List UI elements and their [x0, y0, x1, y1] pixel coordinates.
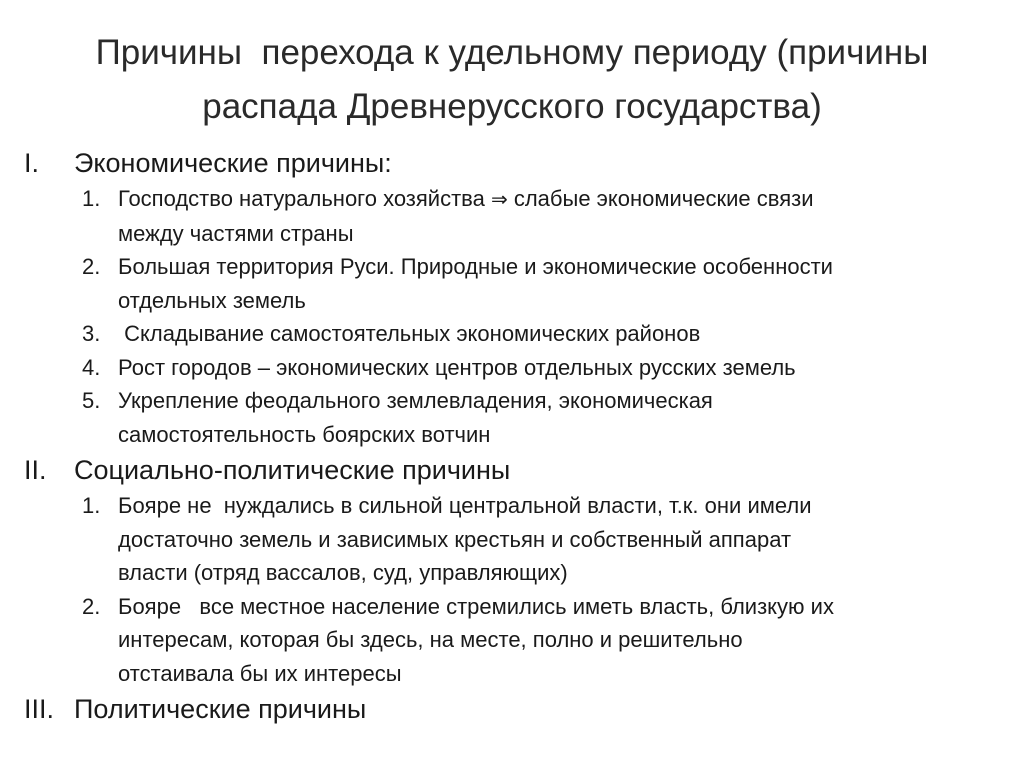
section-number: II.: [24, 455, 47, 485]
section-heading: [0, 144, 1024, 182]
content-body: [0, 144, 1024, 728]
item-number: 2.: [82, 593, 101, 619]
section-heading: [0, 690, 1024, 728]
list-item: [0, 590, 1024, 691]
item-text-line: между частями страны: [118, 220, 354, 246]
item-text-line: Господство натурального хозяйства: [118, 186, 491, 211]
item-text-line: Рост городов – экономических центров отдельных русских земель: [118, 354, 796, 380]
section-items: [0, 489, 1024, 690]
item-text-line: отстаивала бы их интересы: [118, 660, 402, 686]
implies-arrow-icon: ⇒: [490, 187, 508, 211]
item-number: 1.: [82, 186, 101, 211]
section-number: I.: [24, 148, 40, 178]
section-number: III.: [24, 694, 55, 724]
item-text-line: достаточно земель и зависимых крестьян и собственный аппарат: [118, 526, 792, 552]
section-economic: [0, 144, 1024, 451]
item-number: 3.: [82, 321, 101, 346]
item-number: 4.: [82, 354, 101, 380]
section-heading: [0, 451, 1024, 489]
section-title: Социально-политические причины: [74, 455, 511, 485]
title-line-1: Причины перехода к удельному периоду (причины: [95, 33, 929, 72]
list-item: [0, 182, 1024, 250]
item-number: 2.: [82, 254, 101, 279]
section-socio-political: [0, 451, 1024, 690]
section-title: Экономические причины:: [74, 148, 392, 178]
item-text: [118, 182, 978, 217]
list-item: [0, 250, 1024, 317]
section-title: Политические причины: [74, 694, 367, 724]
item-text-line: Укрепление феодального землевладения, экономическая: [118, 388, 713, 413]
list-item: [0, 384, 1024, 451]
list-item: [0, 317, 1024, 351]
item-text-line: слабые экономические связи: [507, 186, 814, 211]
item-text-line: Складывание самостоятельных экономических районов: [118, 321, 701, 346]
item-number: 5.: [82, 388, 101, 413]
slide-title: [60, 26, 964, 134]
list-item: [0, 351, 1024, 385]
item-number: 1.: [82, 493, 101, 518]
item-text-line: самостоятельность боярских вотчин: [118, 421, 491, 447]
item-text-line: Большая территория Руси. Природные и экономические особенности: [118, 254, 833, 279]
item-text-line: интересам, которая бы здесь, на месте, полно и решительно: [118, 627, 743, 652]
list-item: [0, 489, 1024, 590]
section-items: [0, 182, 1024, 451]
item-text-line: власти (отряд вассалов, суд, управляющих): [118, 560, 568, 585]
title-line-2: распада Древнерусского государства): [202, 87, 822, 126]
item-text-line: отдельных земель: [118, 287, 306, 313]
item-text-line: Бояре не нуждались в сильной центральной власти, т.к. они имели: [118, 493, 812, 518]
item-text-line: Бояре все местное население стремились иметь власть, близкую их: [118, 593, 834, 619]
section-political: [0, 690, 1024, 728]
